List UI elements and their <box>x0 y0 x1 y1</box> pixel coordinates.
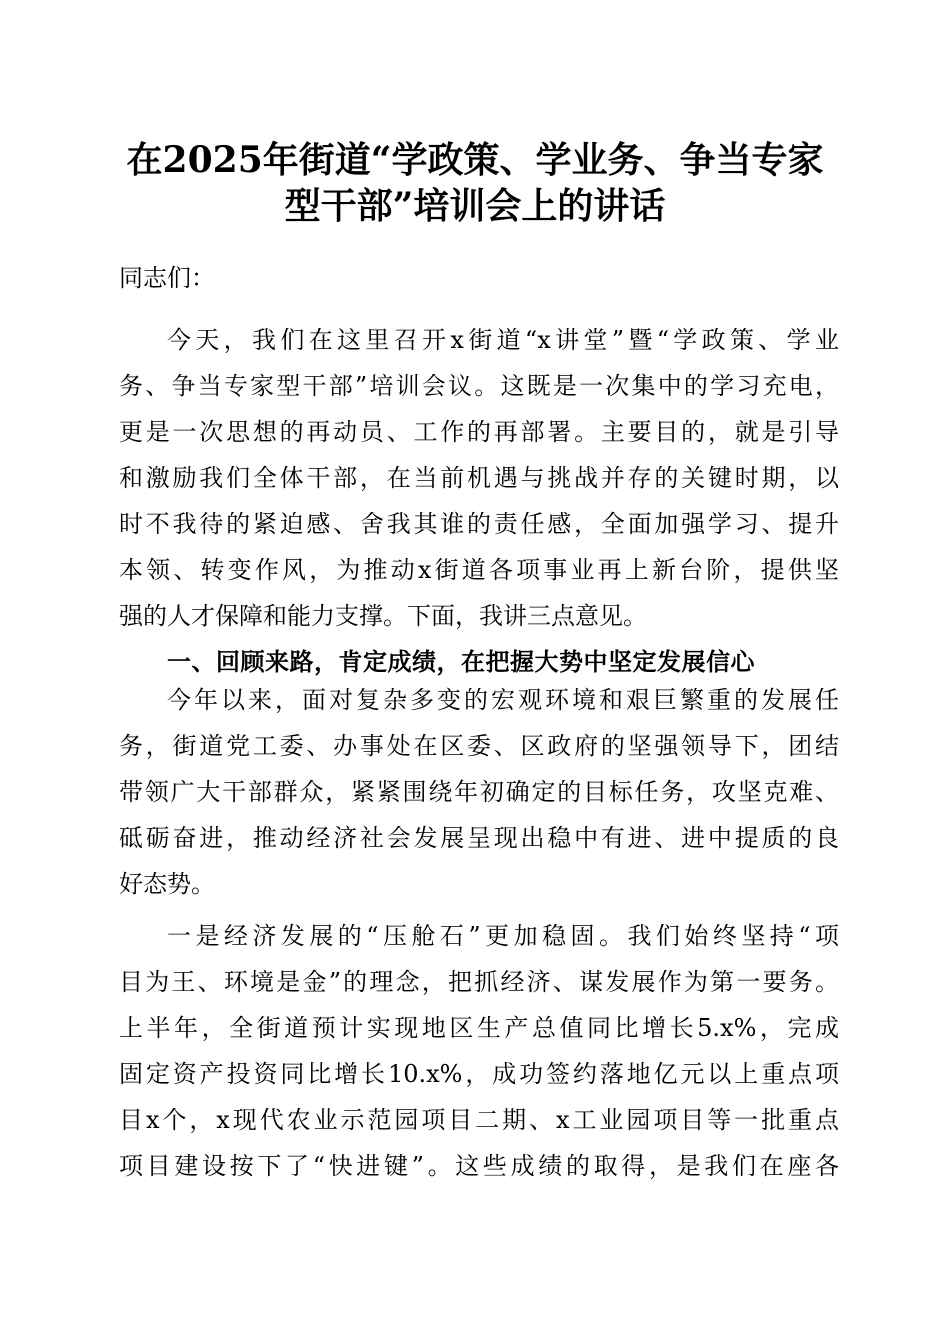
paragraph-1-line-3: 更是一次思想的再动员、工作的再部署。主要目的，就是引导 <box>119 418 839 446</box>
paragraph-2-line-3: 带领广大干部群众，紧紧围绕年初确定的目标任务，攻坚克难、 <box>119 778 839 806</box>
paragraph-1-line-4: 和激励我们全体干部，在当前机遇与挑战并存的关键时期，以 <box>119 464 839 492</box>
paragraph-1-line-5: 时不我待的紧迫感、舍我其谁的责任感，全面加强学习、提升 <box>119 510 839 538</box>
paragraph-3-line-1: 一是经济发展的“压舱石”更加稳固。我们始终坚持“项 <box>167 922 839 950</box>
paragraph-1-line-7: 强的人才保障和能力支撑。下面，我讲三点意见。 <box>119 602 647 630</box>
paragraph-3-line-3: 上半年，全街道预计实现地区生产总值同比增长5.x%，完成 <box>119 1014 839 1042</box>
paragraph-1-line-2: 务、争当专家型干部”培训会议。这既是一次集中的学习充电， <box>119 372 839 400</box>
paragraph-2-line-5: 好态势。 <box>119 870 215 898</box>
document-title-line-2: 型干部”培训会上的讲话 <box>284 185 666 227</box>
paragraph-3-line-6: 项目建设按下了“快进键”。这些成绩的取得，是我们在座各 <box>119 1152 839 1180</box>
paragraph-2-line-4: 砥砺奋进，推动经济社会发展呈现出稳中有进、进中提质的良 <box>119 824 839 852</box>
paragraph-2-line-2: 务，街道党工委、办事处在区委、区政府的坚强领导下，团结 <box>119 732 839 760</box>
salutation: 同志们： <box>119 264 215 292</box>
paragraph-2-line-1: 今年以来，面对复杂多变的宏观环境和艰巨繁重的发展任 <box>167 686 839 714</box>
paragraph-3-line-4: 固定资产投资同比增长10.x%，成功签约落地亿元以上重点项 <box>119 1060 839 1088</box>
paragraph-1-line-6: 本领、转变作风，为推动x街道各项事业再上新台阶，提供坚 <box>119 556 839 584</box>
document-title-line-1: 在2025年街道“学政策、学业务、争当专家 <box>126 139 824 181</box>
paragraph-3-line-2: 目为王、环境是金”的理念，把抓经济、谋发展作为第一要务。 <box>119 968 839 996</box>
paragraph-1-line-1: 今天，我们在这里召开x街道“x讲堂”暨“学政策、学业 <box>167 326 839 354</box>
paragraph-3-line-5: 目x个，x现代农业示范园项目二期、x工业园项目等一批重点 <box>119 1106 839 1134</box>
section-1-heading: 一、回顾来路，肯定成绩，在把握大势中坚定发展信心 <box>167 648 755 676</box>
